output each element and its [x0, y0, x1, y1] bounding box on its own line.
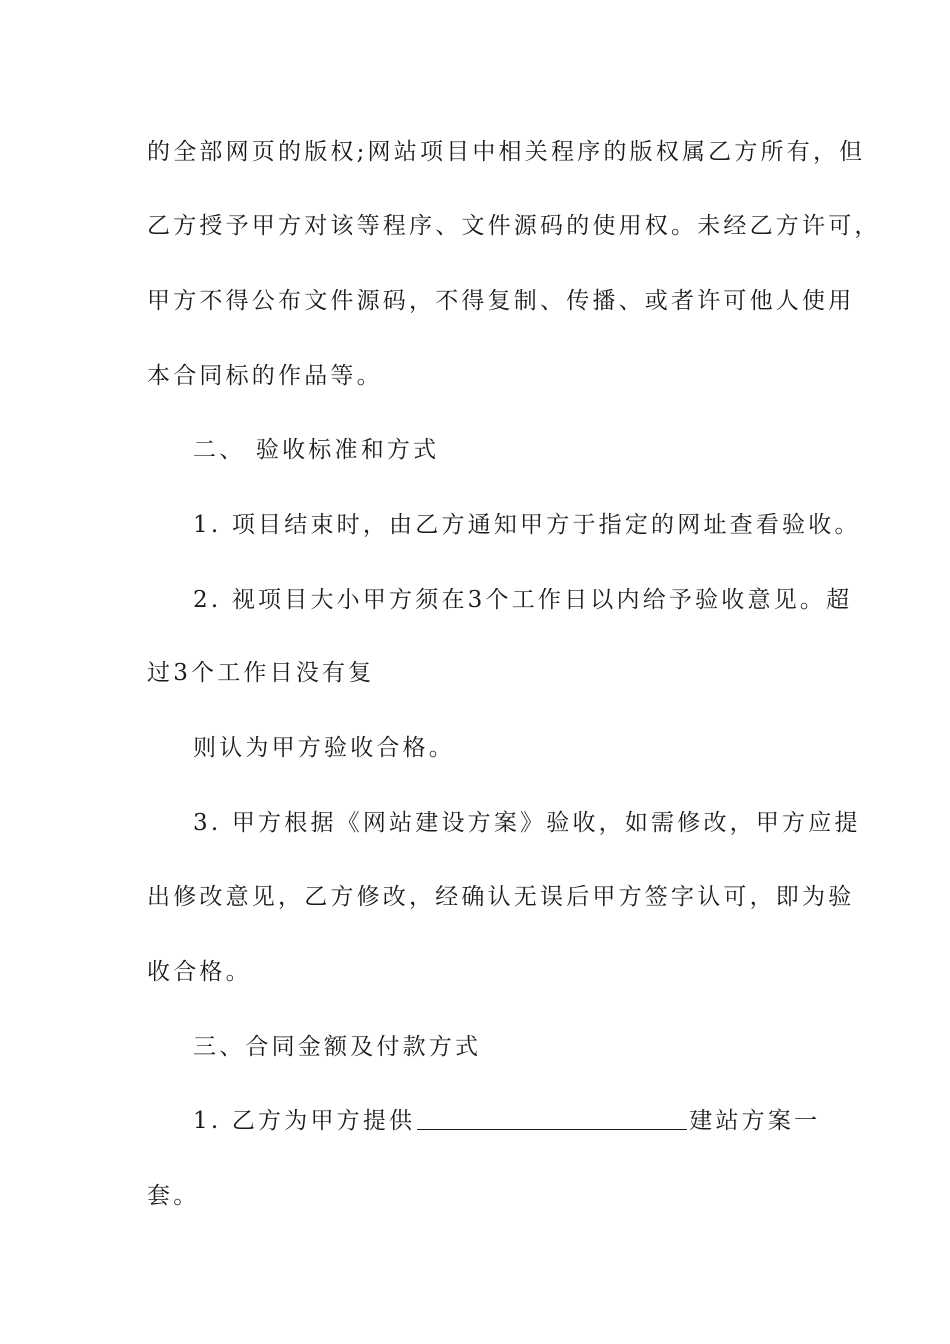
paragraph-line: 收合格。: [147, 959, 252, 985]
list-item: 1. 项目结束时，由乙方通知甲方于指定的网址查看验收。: [193, 512, 861, 538]
paragraph-line: 出修改意见，乙方修改，经确认无误后甲方签字认可，即为验: [147, 884, 855, 910]
paragraph-line: 本合同标的作品等。: [147, 363, 383, 389]
section-heading: 三、合同金额及付款方式: [193, 1034, 482, 1060]
item-text: 1. 乙方为甲方提供: [193, 1108, 416, 1134]
item-text: 建站方案一: [689, 1108, 821, 1134]
section-heading: 二、 验收标准和方式: [193, 437, 440, 463]
paragraph-line: 套。: [147, 1183, 200, 1209]
fill-in-blank: [417, 1107, 687, 1130]
paragraph-line: 过3个工作日没有复: [147, 660, 375, 686]
paragraph-line: 甲方不得公布文件源码，不得复制、传播、或者许可他人使用: [147, 288, 855, 314]
paragraph-line: 的全部网页的版权;网站项目中相关程序的版权属乙方所有，但: [147, 139, 866, 165]
list-item: 2. 视项目大小甲方须在3个工作日以内给予验收意见。超: [193, 587, 853, 613]
list-item: [193, 1106, 820, 1136]
paragraph-line: 乙方授予甲方对该等程序、文件源码的使用权。未经乙方许可，: [147, 213, 881, 239]
list-item: 3. 甲方根据《网站建设方案》验收，如需修改，甲方应提: [193, 810, 861, 836]
paragraph-line: 则认为甲方验收合格。: [193, 735, 455, 761]
